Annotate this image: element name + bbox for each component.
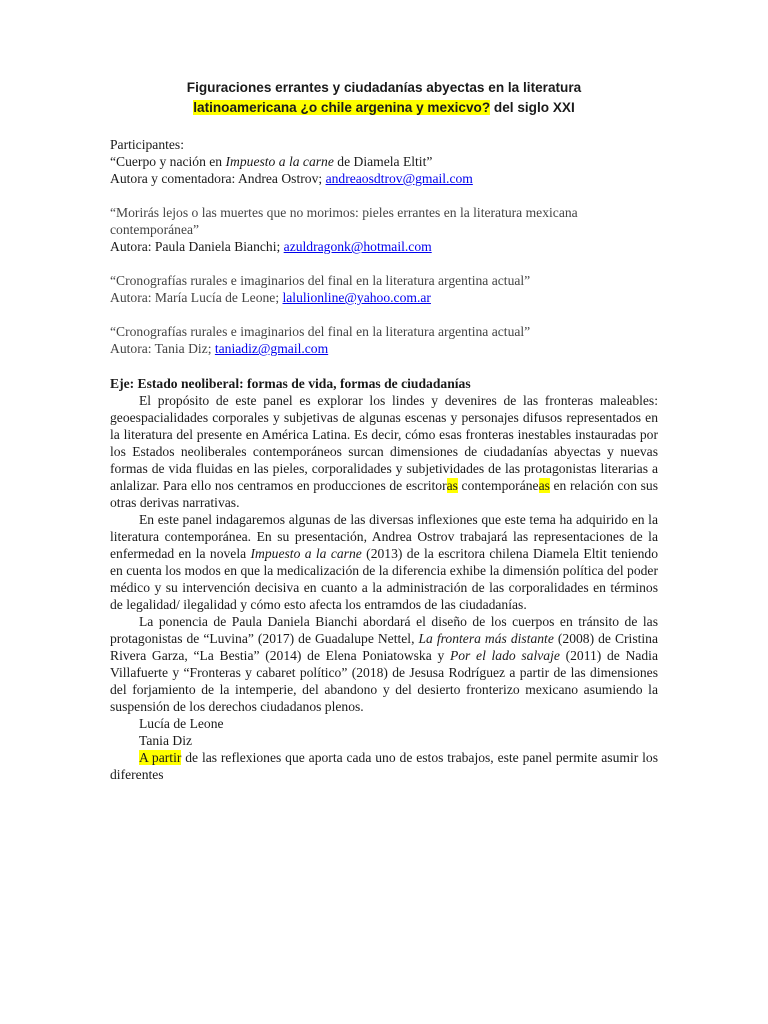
paragraph-4 [110, 749, 658, 783]
participant-1-title-pre: “Cuerpo y nación en [110, 154, 226, 169]
paragraph-4-text: de las reflexiones que aporta cada uno de estos trabajos, este panel permite asumir los diferentes [110, 750, 658, 782]
paragraph-4-highlight: A partir [139, 750, 182, 765]
participant-1-title [110, 153, 658, 170]
eje-section [110, 375, 658, 783]
paragraph-3 [110, 613, 658, 715]
paragraph-3-italic-a: La frontera más distante [418, 631, 554, 646]
paragraph-3-text-c: (2011) de Nadia Villafuerte y “Fronteras y cabaret político” (2018) de Jesusa Rodríguez a partir de las dimensiones del forjamiento de la intemperie, del abandono y del desierto fronterizo mexicano asumiendo la suspensión de los derechos ciudadanos plenos. [110, 648, 658, 714]
document-title-line2 [110, 98, 658, 118]
participant-1-author-label: Autora y comentadora: Andrea Ostrov; [110, 171, 326, 186]
title-rest: del siglo XXI [490, 100, 575, 115]
signature-lucia: Lucía de Leone [139, 716, 224, 731]
title-highlight: latinoamericana ¿o chile argenina y mexicvo? [193, 100, 491, 115]
participant-4-email-link[interactable]: taniadiz@gmail.com [214, 341, 329, 356]
paragraph-3-text-a: La ponencia de Paula Daniela Bianchi abordará el diseño de los cuerpos en tránsito de las protagonistas de “Luvina” (2017) de Guadalupe Nettel, [110, 614, 658, 646]
paragraph-1-highlight-b: as [538, 478, 550, 493]
participant-1-email-link[interactable]: andreaosdtrov@gmail.com [325, 171, 473, 186]
paragraph-1 [110, 392, 658, 511]
signature-tania: Tania Diz [139, 733, 193, 748]
paragraph-2 [110, 511, 658, 613]
paragraph-1-highlight-a: as [446, 478, 458, 493]
participant-2-title: “Morirás lejos o las muertes que no morimos: pieles errantes en la literatura mexicana contemporánea” [110, 205, 578, 237]
participant-1-author [110, 170, 658, 187]
paragraph-1-text-b: contemporáne [457, 478, 539, 493]
participant-2-author-label: Autora: Paula Daniela Bianchi; [110, 239, 284, 254]
paragraph-2-text-b: (2013) de la escritora chilena Diamela Eltit teniendo en cuenta los modos en que la medicalización de la diferencia exhibe la dimensión política del poder médico y su intervención decisiva en cuanto a la administración de las corporalidades en términos de legalidad/ ilegalidad y cómo esto afecta los entramdos de las ciudadanías. [110, 546, 658, 612]
eje-heading: Eje: Estado neoliberal: formas de vida, formas de ciudadanías [110, 376, 471, 391]
paragraph-2-text-a: En este panel indagaremos algunas de las diversas inflexiones que este tema ha adquirido en la literatura contemporánea. En su presentación, Andrea Ostrov trabajará las representaciones de la enfermedad en la novela [110, 512, 658, 561]
paragraph-1-text-c: en relación con sus otras derivas narrativas. [110, 478, 658, 510]
participant-3-author [110, 289, 658, 306]
participant-2-email-link[interactable]: azuldragonk@hotmail.com [283, 239, 432, 254]
paragraph-1-text-a: El propósito de este panel es explorar los lindes y devenires de las fronteras maleables: geoespacialidades corporales y subjetivas de algunas escenas y personajes difusos representados en la literatura del presente en América Latina. Es decir, cómo esas fronteras inestables instauradas por los Estados neoliberales contemporáneos surcan dimensiones de ciudadanías abyectas y nuevas formas de vida fluidas en las pieles, corporalidades y subjetividades de las protagonistas literarias a anlalizar. Para ello nos centramos en producciones de escritor [110, 393, 658, 493]
participant-4-author [110, 340, 658, 357]
paragraph-2-italic: Impuesto a la carne [250, 546, 362, 561]
participant-4-author-label: Autora: Tania Diz; [110, 341, 215, 356]
paragraph-3-italic-b: Por el lado salvaje [449, 648, 560, 663]
document-title-line1: Figuraciones errantes y ciudadanías abyectas en la literatura [186, 80, 582, 95]
participant-3-email-link[interactable]: lalulionline@yahoo.com.ar [282, 290, 431, 305]
participant-2-author [110, 238, 658, 255]
participant-4-title: “Cronografías rurales e imaginarios del final en la literatura argentina actual” [110, 324, 531, 339]
participants-label: Participantes: [110, 137, 184, 152]
paragraph-3-text-b: (2008) de Cristina Rivera Garza, “La Bestia” (2014) de Elena Poniatowska y [110, 631, 659, 663]
participants-section [110, 136, 658, 357]
participant-1-title-post: de Diamela Eltit” [333, 154, 433, 169]
document-page [110, 78, 658, 783]
participant-3-author-label: Autora: María Lucía de Leone; [110, 290, 283, 305]
participant-1-title-italic: Impuesto a la carne [225, 154, 334, 169]
participant-3-title: “Cronografías rurales e imaginarios del final en la literatura argentina actual” [110, 273, 531, 288]
